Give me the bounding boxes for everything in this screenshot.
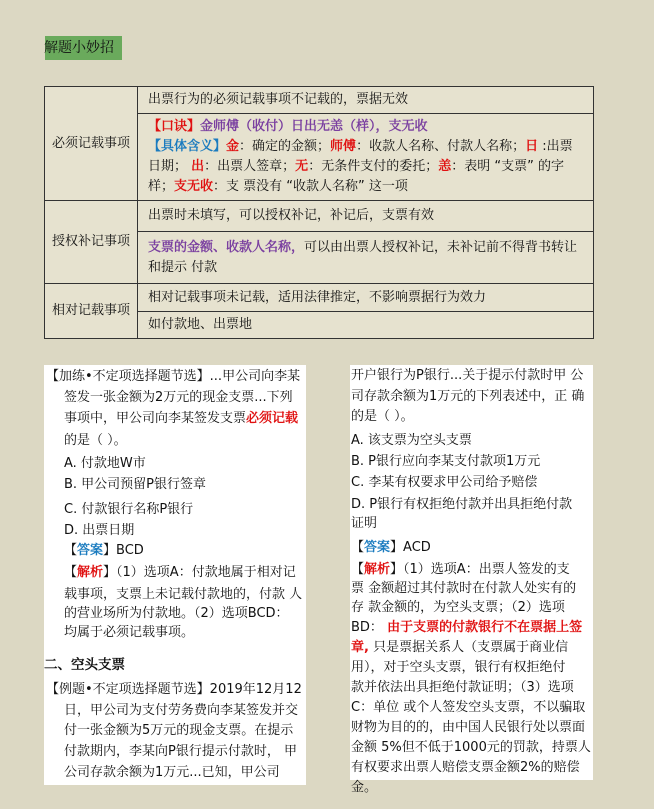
text-segment: 事项中，甲公司向李某签发支票 [64, 411, 247, 426]
right-text-line [351, 496, 572, 514]
right-text-line [351, 453, 540, 471]
text-segment: 用），对于空头支票，银行有权拒绝付 [351, 660, 566, 675]
right-text-line [351, 408, 414, 426]
authorized-emphasis: 支票的金额、收款人名称， [148, 239, 305, 255]
text-segment: 】BCD [103, 543, 144, 558]
text-segment: 付款期内，李某向P银行提示付款时， 甲 [64, 744, 297, 759]
text-segment: 签发一张金额为2万元的现金支票...下列 [64, 390, 293, 405]
left-text-line [64, 564, 296, 582]
text-segment: A. 该支票为空头支票 [351, 433, 472, 448]
tips-tag [45, 36, 122, 60]
highlight-text: 必须记载 [246, 411, 299, 426]
row-head-authorized: 授权补记事项 [45, 201, 138, 284]
highlight-text: 日 [525, 139, 539, 154]
right-text-line [351, 515, 377, 533]
left-text-line [64, 389, 293, 407]
left-text-line [64, 605, 289, 623]
text-segment: 证明 [351, 516, 378, 531]
right-text-line [351, 719, 585, 737]
left-text-line [44, 656, 125, 674]
text-segment: D. 出票日期 [64, 523, 135, 538]
highlight-text: 出 [191, 159, 205, 174]
mnemonic-line [148, 137, 583, 197]
text-segment: 二、空头支票 [44, 657, 125, 673]
left-text-line [64, 702, 298, 720]
left-text-line [64, 432, 127, 450]
left-text-line [64, 722, 293, 740]
highlight-text: 师傅 [330, 139, 357, 154]
text-segment: 公司存款余额为1万元...已知，甲公司 [64, 765, 280, 780]
left-text-line [64, 410, 298, 428]
text-segment: 的是（ ）。 [64, 433, 127, 448]
right-text-line [351, 619, 582, 637]
text-segment: B. 甲公司预留P银行签章 [64, 477, 207, 492]
text-segment: 存 款金额的，为空头支票；（2）选项 [351, 600, 565, 615]
right-text-line [351, 432, 472, 450]
right-text-line [351, 561, 570, 579]
text-segment: 开户银行为P银行...关于提示付款时甲 公 [351, 368, 584, 383]
highlight-text: 恙 [438, 159, 452, 174]
text-segment: 付一张金额为5万元的现金支票。在提示 [64, 723, 294, 738]
text-segment: :出票日期； [148, 139, 573, 174]
record-items-table [44, 86, 594, 339]
text-segment: C. 付款银行名称P银行 [64, 502, 194, 517]
text-segment: 【 [64, 543, 78, 558]
text-segment: ：表明 “支票” 的字样； [148, 159, 564, 194]
authorized-text: 可以由出票人授权补记，未补记前不得背书转让和提示 付款 [148, 239, 578, 275]
text-segment: C：单位 或个人签发空头支票，不以骗取 [351, 700, 586, 715]
right-text-line [351, 699, 585, 717]
row-head-required: 必须记载事项 [45, 87, 138, 201]
highlight-text: 解析 [77, 565, 104, 580]
label-text: 答案 [364, 540, 391, 555]
left-text-line [46, 368, 300, 386]
right-text-line [351, 739, 591, 757]
left-text-line [64, 743, 297, 761]
highlight-text: 无 [295, 159, 309, 174]
text-segment: BD： [351, 620, 388, 635]
highlight-text: 支无收 [174, 179, 214, 194]
left-text-line [64, 522, 134, 540]
left-text-line [64, 455, 146, 473]
required-rule: 出票行为的必须记载事项不记载的，票据无效 [138, 87, 594, 114]
right-text-line [351, 388, 584, 406]
left-text-line [64, 624, 194, 642]
right-text-line [351, 474, 537, 492]
text-segment: 票 金额超过其付款时在付款人处实有的 [351, 581, 577, 596]
highlight-text: 【口诀】 [148, 119, 201, 134]
text-segment: 载事项，支票上未记载付款地的，付款 人 [64, 587, 303, 602]
label-text: 答案 [77, 543, 104, 558]
text-segment: D. P银行有权拒绝付款并出具拒绝付款 [351, 497, 573, 512]
mnemonic-text: 金师傅（收付）日出无恙（样），支无收 [200, 119, 428, 134]
row-head-relative: 相对记载事项 [45, 284, 138, 339]
relative-rule: 相对记载事项未记载，适用法律推定，不影响票据行为效力 [138, 284, 594, 312]
left-text-line [64, 542, 144, 560]
text-segment: ：支 票没有 “收款人名称” 这一项 [213, 179, 408, 194]
highlight-text: 由于支票的付款银行不在票据上签 [387, 620, 583, 635]
right-text-line [351, 759, 580, 777]
text-segment: 司存款余额为1万元的下列表述中，正 确 [351, 389, 585, 404]
text-segment: 】ACD [390, 540, 431, 555]
right-text-line [351, 580, 576, 598]
right-text-line [351, 639, 568, 657]
text-segment: 的是（ ）。 [351, 409, 414, 424]
tips-tag-label: 解题小妙招 [44, 40, 114, 56]
highlight-text: 金 [226, 139, 240, 154]
text-segment: 金。 [351, 780, 378, 795]
text-segment: 【 [351, 562, 365, 577]
right-text-line [351, 599, 565, 617]
text-segment: 的营业场所为付款地。（2）选项BCD： [64, 606, 289, 621]
text-segment: 【例题•不定项选择题节选】2019年12月12 [46, 682, 302, 697]
text-segment: 只是票据关系人（支票属于商业信 [368, 640, 569, 655]
text-segment: 【 [351, 540, 365, 555]
left-text-line [64, 764, 280, 782]
text-segment: 【加练•不定项选择题节选】...甲公司向李某 [46, 369, 301, 384]
highlight-text: 章, [351, 640, 369, 655]
authorized-detail [138, 232, 594, 284]
authorized-rule: 出票时未填写，可以授权补记，补记后，支票有效 [138, 201, 594, 232]
text-segment: ：无条件支付的委托； [308, 159, 439, 174]
mnemonic-line [148, 117, 583, 137]
text-segment: 均属于必须记载事项。 [64, 625, 195, 640]
text-segment: 款并依法出具拒绝付款证明；（3）选项 [351, 680, 574, 695]
text-segment: C. 李某有权要求甲公司给予赔偿 [351, 475, 538, 490]
text-segment: 】（1）选项A：付款地属于相对记 [103, 565, 296, 580]
left-text-line [64, 586, 302, 604]
text-segment: ：收款人名称、付款人名称； [356, 139, 526, 154]
left-text-line [64, 501, 193, 519]
right-text-line [351, 367, 583, 385]
right-text-line [351, 779, 377, 797]
text-segment: 有权要求出票人赔偿支票金额2%的赔偿 [351, 760, 580, 775]
highlight-text: 解析 [364, 562, 391, 577]
text-segment: A. 付款地W市 [64, 456, 146, 471]
right-text-line [351, 539, 431, 557]
left-text-line [64, 476, 206, 494]
text-segment: 金额 5%但不低于1000元的罚款，持票人 [351, 740, 591, 755]
label-text: 【具体含义】 [148, 139, 227, 154]
right-text-line [351, 679, 574, 697]
text-segment: 日，甲公司为支付劳务费向李某签发并交 [64, 703, 299, 718]
text-segment: B. P银行应向李某支付款项1万元 [351, 454, 541, 469]
relative-example: 如付款地、出票地 [138, 312, 594, 339]
left-text-line [46, 681, 302, 699]
text-segment: 【 [64, 565, 78, 580]
text-segment: 财物为目的的，由中国人民银行处以票面 [351, 720, 586, 735]
text-segment: ：确定的金额； [239, 139, 331, 154]
right-text-line [351, 659, 566, 677]
text-segment: ：出票人签章； [204, 159, 296, 174]
text-segment: 】（1）选项A：出票人签发的支 [390, 562, 570, 577]
required-mnemonic [138, 114, 594, 201]
